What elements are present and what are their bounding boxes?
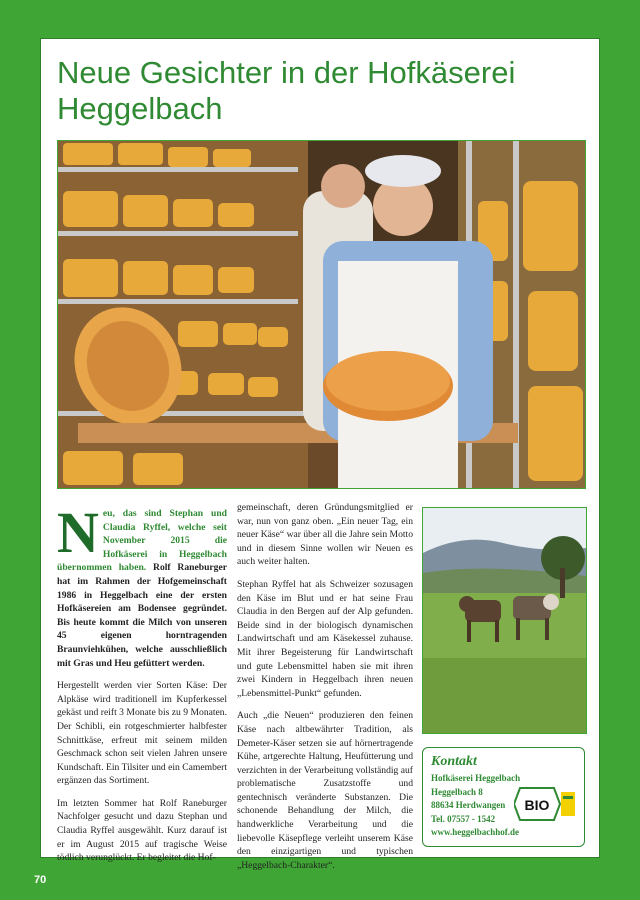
article-column-2 [237,501,413,881]
paragraph-motto: gemeinschaft, deren Gründungsmitglied er war, nun von ganz oben. „Ein neuer Tag, ein neuer Käse“ war über all die Jahre sein Motto und in diesem Sinne wollen wir Neuen es auch weiter halten. [237,502,413,568]
paragraph-successor: Im letzten Sommer hat Rolf Raneburger Nachfolger gesucht und dazu Stephan und Claudia Ryffel ausgewählt. Kurz darauf ist er im August 2015 auf tragische Weise tödlich verunglückt. Er begleitet die Hof- [57,797,227,864]
contact-street: Heggelbach 8 [431,786,483,797]
contact-city: 88634 Herdwangen [431,800,506,810]
svg-text:BIO: BIO [524,797,550,813]
paragraph-tradition: Auch „die Neuen“ produzieren den feinen Käse nach altbewährter Tradition, als Demeter-Käser setzen sie auf hörnertragende Kühe, artgerechte Haltung, Heufütterung und verzichten in der Verarbeitung vollständig auf problematische Zusatzstoffe und gentechnisch veränderte Substanzen. Die schonende Behandlung der Milch, die handwerkliche Verarbeitung und die liebevolle Käsepflege verleiht unserem Käse den einzigartigen und typischen „Heggelbach-Charakter“. [237,710,413,871]
article-column-1 [57,500,228,874]
lead-highlight: eu, das sind Stephan und Claudia Ryffel, welche seit November 2015 die Hofkäserei in Heggelbach übernommen haben. [57,508,227,574]
contact-website[interactable]: www.heggelbachhof.de [431,827,520,837]
page-number: 70 [34,874,47,886]
contact-name: Hofkäserei Heggelbach [431,773,521,783]
paragraph-products: Hergestellt werden vier Sorten Käse: Der Alpkäse wird traditionell im Kupferkessel gekäst und reift 3 Monate bis zu 9 Monaten. Der Schibli, ein rotgeschmierter halbfester Schnittkäse, erfreut mit seinem milden Geschmack schon seit vielen Jahren unsere Kundschaft. Ein Tilsiter und ein Camembert ergänzen das Sortiment. [57,680,228,787]
cows-meadow-photo [422,507,587,734]
article-page [40,38,600,871]
cheese-cellar-photo [57,140,586,489]
paragraph-family: Stephan Ryffel hat als Schweizer sozusagen den Käse im Blut und er hat seine Frau Claudia in den Bergen auf der Alp gefunden. Beide sind in der biologisch dynamischen Landwirtschaft und am Käsekessel zuhause. Mit ihrer Begeisterung für Landwirtschaft und gute Lebensmittel haben sie mit ihren zwei Kindern in Heggelbach ihren neuen „Lebensmittel-Punkt“ gefunden. [237,578,413,699]
contact-box [422,747,585,847]
contact-phone: Tel. 07557 - 1542 [431,813,496,824]
contact-title: Kontakt [431,754,477,769]
bio-seal-logo [514,786,576,822]
page-title: Neue Gesichter in der Hofkäserei Heggelbach [57,55,516,126]
lead-paragraph [57,500,227,670]
dropcap: N [57,500,99,565]
lead-rest: Rolf Raneburger hat im Rahmen der Hofgemeinschaft 1986 in Heggelbach eine der ersten Hofkäsereien am Bodensee gegründet. Bis heute kommt die Milch von unseren 45 eigenen horntragenden Braunviehkühen, welche ausschließlich mit Gras und Heu gefüttert werden. [57,562,227,669]
